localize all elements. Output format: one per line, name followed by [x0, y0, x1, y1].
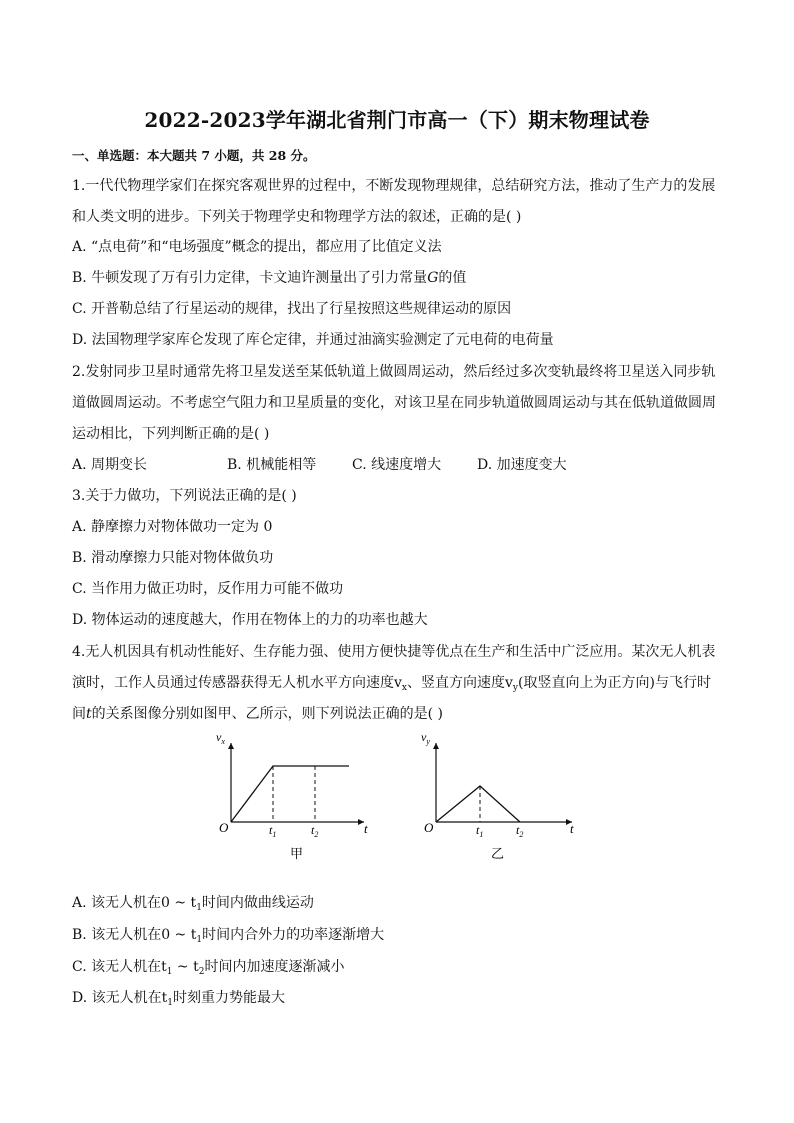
yi-t2-label: $t_2$	[516, 823, 524, 839]
jia-caption: 甲	[290, 846, 304, 861]
q4-option-b	[72, 925, 384, 950]
jia-t2-label: $t_2$	[311, 823, 319, 839]
q4-option-a-sub: 1	[196, 903, 202, 913]
q4-option-c-sub2: 2	[198, 967, 205, 977]
q4-option-d-sub: 1	[167, 998, 173, 1008]
q2-stem-line2: 道做圆周运动。不考虑空气阻力和卫星质量的变化，对该卫星在同步轨道做圆周运动与其在低轨道做圆周	[72, 395, 716, 411]
q4-option-c	[72, 957, 344, 982]
q1-option-c: C. 开普勒总结了行星运动的规律，找出了行星按照这些规律运动的原因	[72, 301, 512, 317]
yi-t1-label: $t_1$	[476, 823, 484, 839]
q4-option-b-text: B. 该无人机在0 ~ t	[72, 927, 197, 943]
figure-jia	[216, 730, 368, 861]
q1-option-a: A. “点电荷”和“电场强度”概念的提出，都应用了比值定义法	[72, 239, 442, 255]
jia-t1-label: $t_1$	[269, 823, 277, 839]
q1-stem-line2: 和人类文明的进步。下列关于物理学史和物理学方法的叙述，正确的是( )	[72, 209, 522, 225]
q4-stem-line3-b: 的关系图像分别如图甲、乙所示，则下列说法正确的是( )	[91, 706, 444, 722]
section-heading: 一、单选题：本大题共 7 小题，共 28 分。	[72, 148, 316, 163]
figure-yi	[421, 730, 574, 861]
q3-option-c: C. 当作用力做正功时，反作用力可能不做功	[72, 581, 344, 597]
yi-vy-curve	[436, 786, 520, 822]
q4-option-d	[72, 988, 285, 1013]
q4-vy-subscript: y	[512, 683, 519, 693]
q3-option-a: A. 静摩擦力对物体做功一定为 0	[72, 519, 273, 535]
q4-stem-line1: 4.无人机因具有机动性能好、生存能力强、使用方便快捷等优点在生产和生活中广泛应用。某次无人机表	[72, 644, 716, 660]
q3-option-d: D. 物体运动的速度越大，作用在物体上的力的功率也越大	[72, 612, 428, 628]
q4-option-b-sub: 1	[196, 935, 203, 945]
jia-xlabel: t	[364, 821, 368, 836]
q4-option-a-text: A. 该无人机在0 ~ t	[72, 895, 197, 911]
q4-stem-line2-a: 演时，工作人员通过传感器获得无人机水平方向速度v	[72, 675, 402, 691]
q3-stem: 3.关于力做功，下列说法正确的是( )	[72, 488, 297, 504]
q2-option-d: D. 加速度变大	[477, 457, 567, 473]
q4-vx-subscript: x	[401, 683, 407, 693]
q4-option-c-mid: ~ t	[172, 959, 199, 975]
q1-stem-line1: 1.一代代物理学家们在探究客观世界的过程中，不断发现物理规律，总结研究方法，推动了生产力的发展	[72, 178, 716, 194]
q4-option-c-sub1: 1	[166, 967, 173, 977]
yi-ylabel: $v_y$	[421, 730, 430, 746]
q4-stem-line2-b: 、竖直方向速度v	[407, 675, 513, 691]
q4-option-a	[72, 893, 314, 918]
q4-option-a-tail: 时间内做曲线运动	[201, 895, 314, 911]
q4-option-d-tail: 时刻重力势能最大	[173, 990, 285, 1006]
q1-option-b-text: B. 牛顿发现了万有引力定律，卡文迪许测量出了引力常量	[72, 270, 428, 286]
q4-option-c-tail: 时间内加速度逐渐减小	[204, 959, 345, 975]
q2-option-c: C. 线速度增大	[352, 457, 442, 473]
yi-origin-label: O	[424, 820, 434, 835]
q4-stem-line2-c: (取竖直向上为正方向)与飞行时	[518, 675, 711, 691]
q2-option-a: A. 周期变长	[72, 457, 148, 473]
jia-origin-label: O	[219, 820, 229, 835]
jia-ylabel: $v_x$	[216, 730, 225, 746]
jia-vx-curve	[231, 766, 349, 822]
page-title: 2022-2023学年湖北省荆门市高一（下）期末物理试卷	[144, 108, 650, 132]
q2-option-b: B. 机械能相等	[227, 457, 317, 473]
q3-option-b: B. 滑动摩擦力只能对物体做负功	[72, 550, 274, 566]
yi-caption: 乙	[491, 846, 505, 861]
q1-option-b-var: G	[427, 270, 439, 286]
q1-option-d: D. 法国物理学家库仑发现了库仑定律，并通过油滴实验测定了元电荷的电荷量	[72, 332, 554, 348]
q4-option-d-text: D. 该无人机在t	[72, 990, 168, 1006]
q4-option-c-text: C. 该无人机在t	[72, 959, 167, 975]
q2-stem-line3: 运动相比，下列判断正确的是( )	[72, 426, 270, 442]
q4-stem-line3-a: 间	[72, 706, 86, 722]
q4-option-b-tail: 时间内合外力的功率逐渐增大	[202, 927, 385, 943]
q2-stem-line1: 2.发射同步卫星时通常先将卫星发送至某低轨道上做圆周运动，然后经过多次变轨最终将卫星送入同步轨	[72, 364, 716, 380]
yi-xlabel: t	[570, 821, 574, 836]
q4-time-var: t	[86, 706, 92, 722]
q1-option-b-tail: 的值	[438, 270, 467, 286]
